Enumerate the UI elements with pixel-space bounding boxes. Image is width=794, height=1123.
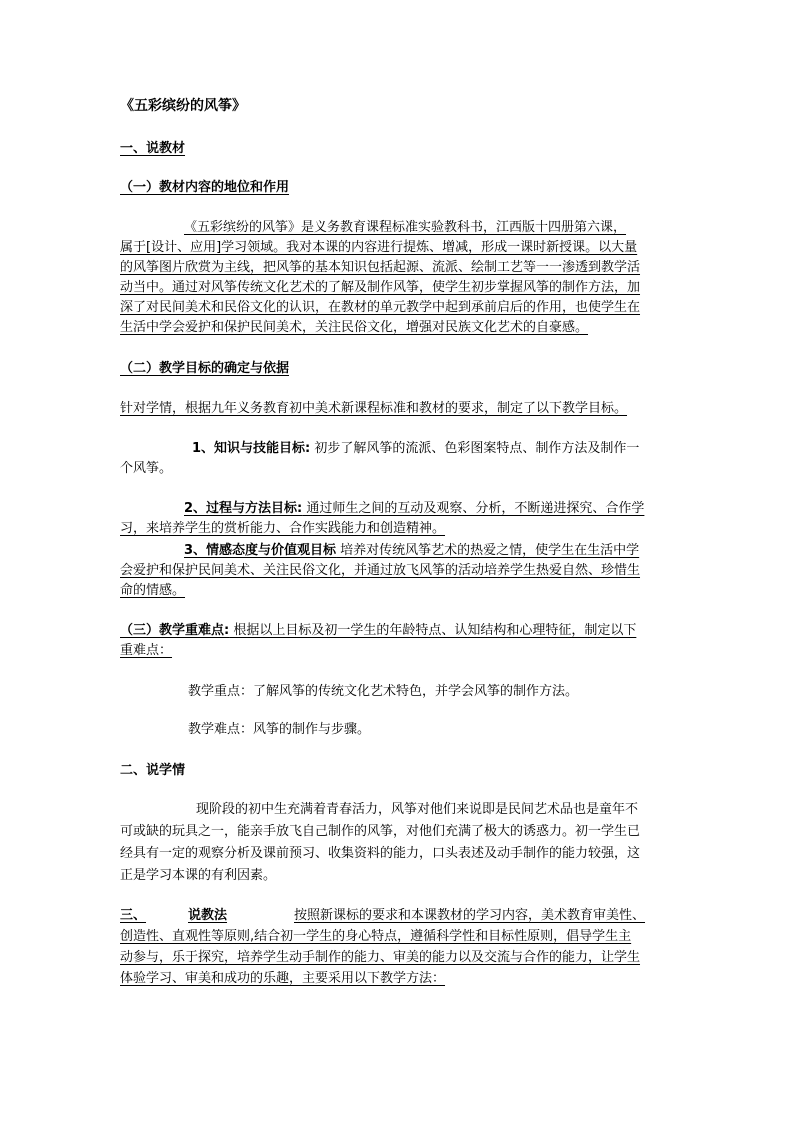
teaching-difficulty: 教学难点：风筝的制作与步骤。 (188, 722, 371, 737)
paragraph-line: 体验学习、审美和成功的乐趣，主要采用以下教学方法： (120, 971, 446, 986)
paragraph-line: 可或缺的玩具之一，能亲手放飞自己制作的风筝，对他们充满了极大的诱惑力。初一学生已 (120, 824, 641, 839)
subsection-3-continued: 重难点： (120, 643, 173, 658)
goal-1-continued: 个风筝。 (120, 461, 173, 476)
paragraph-line: 的风筝图片欣赏为主线，把风筝的基本知识包括起源、流派、绘制工艺等一一渗透到教学活 (120, 260, 641, 275)
section-1-heading: 一、说教材 (120, 141, 186, 156)
goal-1-text: 初步了解风筝的流派、色彩图案特点、制作方法及制作一 (310, 441, 640, 456)
section-3-text: 按照新课标的要求和本课教材的学习内容，美术教育审美性、 (294, 908, 646, 923)
section-3 (120, 906, 146, 926)
document-title: 《五彩缤纷的风筝》 (120, 98, 246, 114)
goal-2-label: 2、过程与方法目标: (184, 501, 303, 516)
paragraph-line: 经具有一定的观察分析及课前预习、收集资料的能力，口头表述及动手制作的能力较强，这 (120, 846, 641, 861)
teaching-key-point: 教学重点：了解风筝的传统文化艺术特色，并学会风筝的制作方法。 (188, 684, 579, 699)
goal-1 (192, 439, 639, 459)
paragraph-line: 创造性、直观性等原则,结合初一学生的身心特点，遵循科学性和目标性原则，倡导学生主 (120, 929, 632, 944)
paragraph-line: 深了对民间美术和民俗文化的认识，在教材的单元教学中起到承前启后的作用，也使学生在 (120, 300, 641, 315)
goal-3 (184, 541, 639, 561)
paragraph-line: 生活中学会爱护和保护民间美术，关注民俗文化，增强对民族文化艺术的自豪感。 (120, 320, 589, 335)
paragraph-line: 现阶段的初中生充满着青春活力，风筝对他们来说即是民间艺术品也是童年不 (196, 802, 639, 817)
section-3-heading (188, 906, 227, 926)
paragraph-line: 《五彩缤纷的风筝》是义务教育课程标准实验教科书，江西版十四册第六课， (184, 220, 627, 235)
subsection-1-heading: （一）教材内容的地位和作用 (120, 180, 290, 195)
paragraph-line: 正是学习本课的有利因素。 (120, 868, 277, 883)
goal-1-label: 1、知识与技能目标: (192, 441, 311, 456)
goal-2-continued: 习，来培养学生的赏析能力、合作实践能力和创造精神。 (120, 521, 446, 536)
section-3-heading-text: 说教法 (188, 908, 228, 923)
goal-3-continued: 命的情感。 (120, 583, 186, 598)
goal-3-text: 培养对传统风筝艺术的热爱之情，使学生在生活中学 (336, 543, 640, 558)
paragraph-line: 动当中。通过对风筝传统文化艺术的了解及制作风筝，使学生初步掌握风筝的制作方法，加 (120, 280, 641, 295)
goal-2 (184, 499, 644, 519)
goals-intro: 针对学情，根据九年义务教育初中美术新课程标准和教材的要求，制定了以下教学目标。 (120, 401, 628, 416)
subsection-3-text: 根据以上目标及初一学生的年龄特点、认知结构和心理特征，制定以下 (229, 623, 637, 638)
section-3-number: 三、 (120, 908, 147, 923)
goal-3-continued: 会爱护和保护民间美术、关注民俗文化，并通过放飞风筝的活动培养学生热爱自然、珍惜生 (120, 563, 641, 578)
goal-2-text: 通过师生之间的互动及观察、分析，不断递进探究、合作学 (302, 501, 645, 516)
paragraph-line: 属于[设计、应用]学习领域。我对本课的内容进行提炼、增减，形成一课时新授课。以大量 (120, 240, 638, 255)
paragraph-line: 动参与，乐于探究，培养学生动手制作的能力、审美的能力以及交流与合作的能力，让学生 (120, 950, 641, 965)
subsection-2-heading: （二）教学目标的确定与依据 (120, 361, 290, 376)
goal-3-label: 3、情感态度与价值观目标 (184, 543, 337, 558)
subsection-3 (120, 621, 636, 641)
subsection-3-heading: （三）教学重难点: (120, 623, 230, 638)
section-2-heading: 二、说学情 (120, 763, 186, 778)
